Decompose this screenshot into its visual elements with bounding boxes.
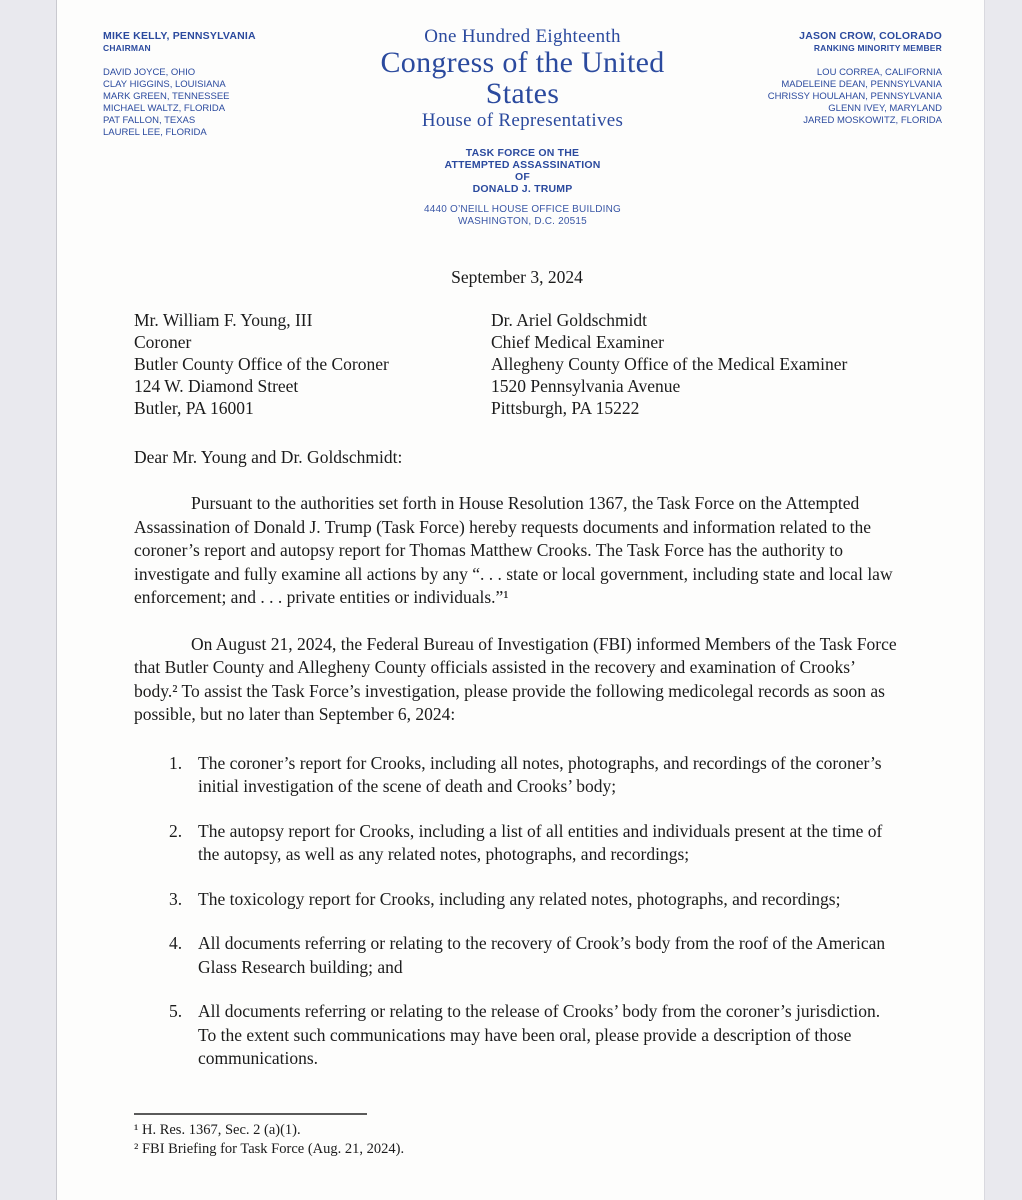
footnotes bbox=[134, 1113, 900, 1159]
task-force-title bbox=[355, 147, 690, 195]
chairman-name: MIKE KELLY, PENNSYLVANIA bbox=[103, 30, 256, 42]
list-item bbox=[169, 932, 900, 979]
recipient-line: 124 W. Diamond Street bbox=[134, 375, 299, 396]
task-force-line: DONALD J. TRUMP bbox=[472, 183, 573, 195]
list-item-text: The toxicology report for Crooks, including any related notes, photographs, and recordings; bbox=[198, 888, 841, 909]
list-item-number: 4. bbox=[169, 933, 183, 953]
request-list bbox=[134, 752, 900, 1071]
list-item-text: All documents referring or relating to the release of Crooks’ body from the coroner’s jurisdiction. To the extent such communications may have been oral, please provide a description of those communications. bbox=[198, 1001, 881, 1068]
salutation: Dear Mr. Young and Dr. Goldschmidt: bbox=[134, 446, 403, 467]
recipient-line: Butler County Office of the Coroner bbox=[134, 353, 389, 374]
letter-date: September 3, 2024 bbox=[451, 267, 583, 287]
recipient-coroner bbox=[134, 309, 491, 419]
member-name: LOU CORREA, CALIFORNIA bbox=[816, 67, 942, 78]
task-force-line: TASK FORCE ON THE bbox=[465, 147, 580, 159]
footnote: ² FBI Briefing for Task Force (Aug. 21, 2024). bbox=[134, 1140, 405, 1157]
list-item bbox=[169, 752, 900, 799]
list-item-number: 5. bbox=[169, 1001, 183, 1021]
list-item-text: The coroner’s report for Crooks, including all notes, photographs, and recordings of the coroner’s initial investigation of the scene of death and Crooks’ body; bbox=[198, 752, 882, 796]
letterhead-majority-column bbox=[103, 26, 355, 228]
member-name: DAVID JOYCE, OHIO bbox=[103, 67, 196, 78]
congress-title: Congress of the United States bbox=[380, 46, 665, 110]
majority-members bbox=[103, 67, 355, 139]
ranking-member-title: RANKING MINORITY MEMBER bbox=[813, 43, 942, 53]
member-name: LAUREL LEE, FLORIDA bbox=[103, 127, 207, 138]
letterhead bbox=[57, 0, 984, 228]
list-item-text: All documents referring or relating to the recovery of Crook’s body from the roof of the American Glass Research building; and bbox=[198, 933, 886, 977]
list-item-text: The autopsy report for Crooks, including a list of all entities and individuals present at the time of the autopsy, as well as any related notes, photographs, and recordings; bbox=[198, 820, 883, 864]
footnote-separator bbox=[134, 1113, 367, 1115]
recipient-blocks bbox=[134, 309, 900, 419]
recipient-line: Allegheny County Office of the Medical Examiner bbox=[491, 353, 848, 374]
ranking-member-name: JASON CROW, COLORADO bbox=[799, 30, 942, 42]
member-name: CLAY HIGGINS, LOUISIANA bbox=[103, 79, 226, 90]
task-force-line: OF bbox=[515, 171, 530, 183]
member-name: MADELEINE DEAN, PENNSYLVANIA bbox=[781, 79, 942, 90]
office-address-line: 4440 O’NEILL HOUSE OFFICE BUILDING bbox=[423, 204, 622, 215]
list-item bbox=[169, 1000, 900, 1071]
letter-page bbox=[56, 0, 985, 1200]
office-address bbox=[355, 204, 690, 228]
member-name: JARED MOSKOWITZ, FLORIDA bbox=[803, 115, 942, 126]
member-name: CHRISSY HOULAHAN, PENNSYLVANIA bbox=[767, 91, 942, 102]
paragraph: Pursuant to the authorities set forth in House Resolution 1367, the Task Force on the Attempted Assassination of Donald J. Trump (Task Force) hereby requests documents and information related to the coroner’s report and autopsy report for Thomas Matthew Crooks. The Task Force has the authority to investigate and fully examine all actions by any “. . . state or local government, including state and local law enforcement; and . . . private entities or individuals.”¹ bbox=[134, 493, 893, 607]
footnote: ¹ H. Res. 1367, Sec. 2 (a)(1). bbox=[134, 1121, 301, 1138]
list-item-number: 2. bbox=[169, 820, 183, 841]
congress-session-line: One Hundred Eighteenth bbox=[424, 26, 621, 47]
recipient-line: Pittsburgh, PA 15222 bbox=[491, 397, 640, 418]
chamber-title: House of Representatives bbox=[421, 110, 624, 131]
letter-body bbox=[57, 266, 984, 1159]
member-name: GLENN IVEY, MARYLAND bbox=[828, 103, 942, 114]
list-item-number: 1. bbox=[169, 752, 183, 773]
recipient-line: Chief Medical Examiner bbox=[491, 331, 664, 352]
recipient-line: 1520 Pennsylvania Avenue bbox=[491, 375, 681, 396]
recipient-medical-examiner bbox=[491, 309, 900, 419]
recipient-line: Mr. William F. Young, III bbox=[134, 309, 313, 330]
letterhead-center-column bbox=[355, 26, 690, 228]
recipient-line: Dr. Ariel Goldschmidt bbox=[491, 309, 648, 330]
letterhead-minority-column bbox=[690, 26, 942, 228]
list-item bbox=[169, 888, 900, 912]
chairman-title: CHAIRMAN bbox=[103, 43, 151, 53]
minority-members bbox=[690, 67, 942, 127]
list-item-number: 3. bbox=[169, 888, 183, 909]
task-force-line: ATTEMPTED ASSASSINATION bbox=[444, 159, 601, 171]
member-name: MICHAEL WALTZ, FLORIDA bbox=[103, 103, 226, 114]
member-name: PAT FALLON, TEXAS bbox=[103, 115, 196, 126]
list-item bbox=[169, 820, 900, 867]
recipient-line: Butler, PA 16001 bbox=[134, 397, 254, 418]
office-address-line: WASHINGTON, D.C. 20515 bbox=[458, 216, 587, 227]
recipient-line: Coroner bbox=[134, 331, 192, 352]
paragraph: On August 21, 2024, the Federal Bureau of Investigation (FBI) informed Members of the Task Force that Butler County and Allegheny County officials assisted in the recovery and examination of Crooks’ body.² To assist the Task Force’s investigation, please provide the following medicolegal records as soon as possible, but no later than September 6, 2024: bbox=[134, 633, 897, 724]
member-name: MARK GREEN, TENNESSEE bbox=[103, 91, 230, 102]
